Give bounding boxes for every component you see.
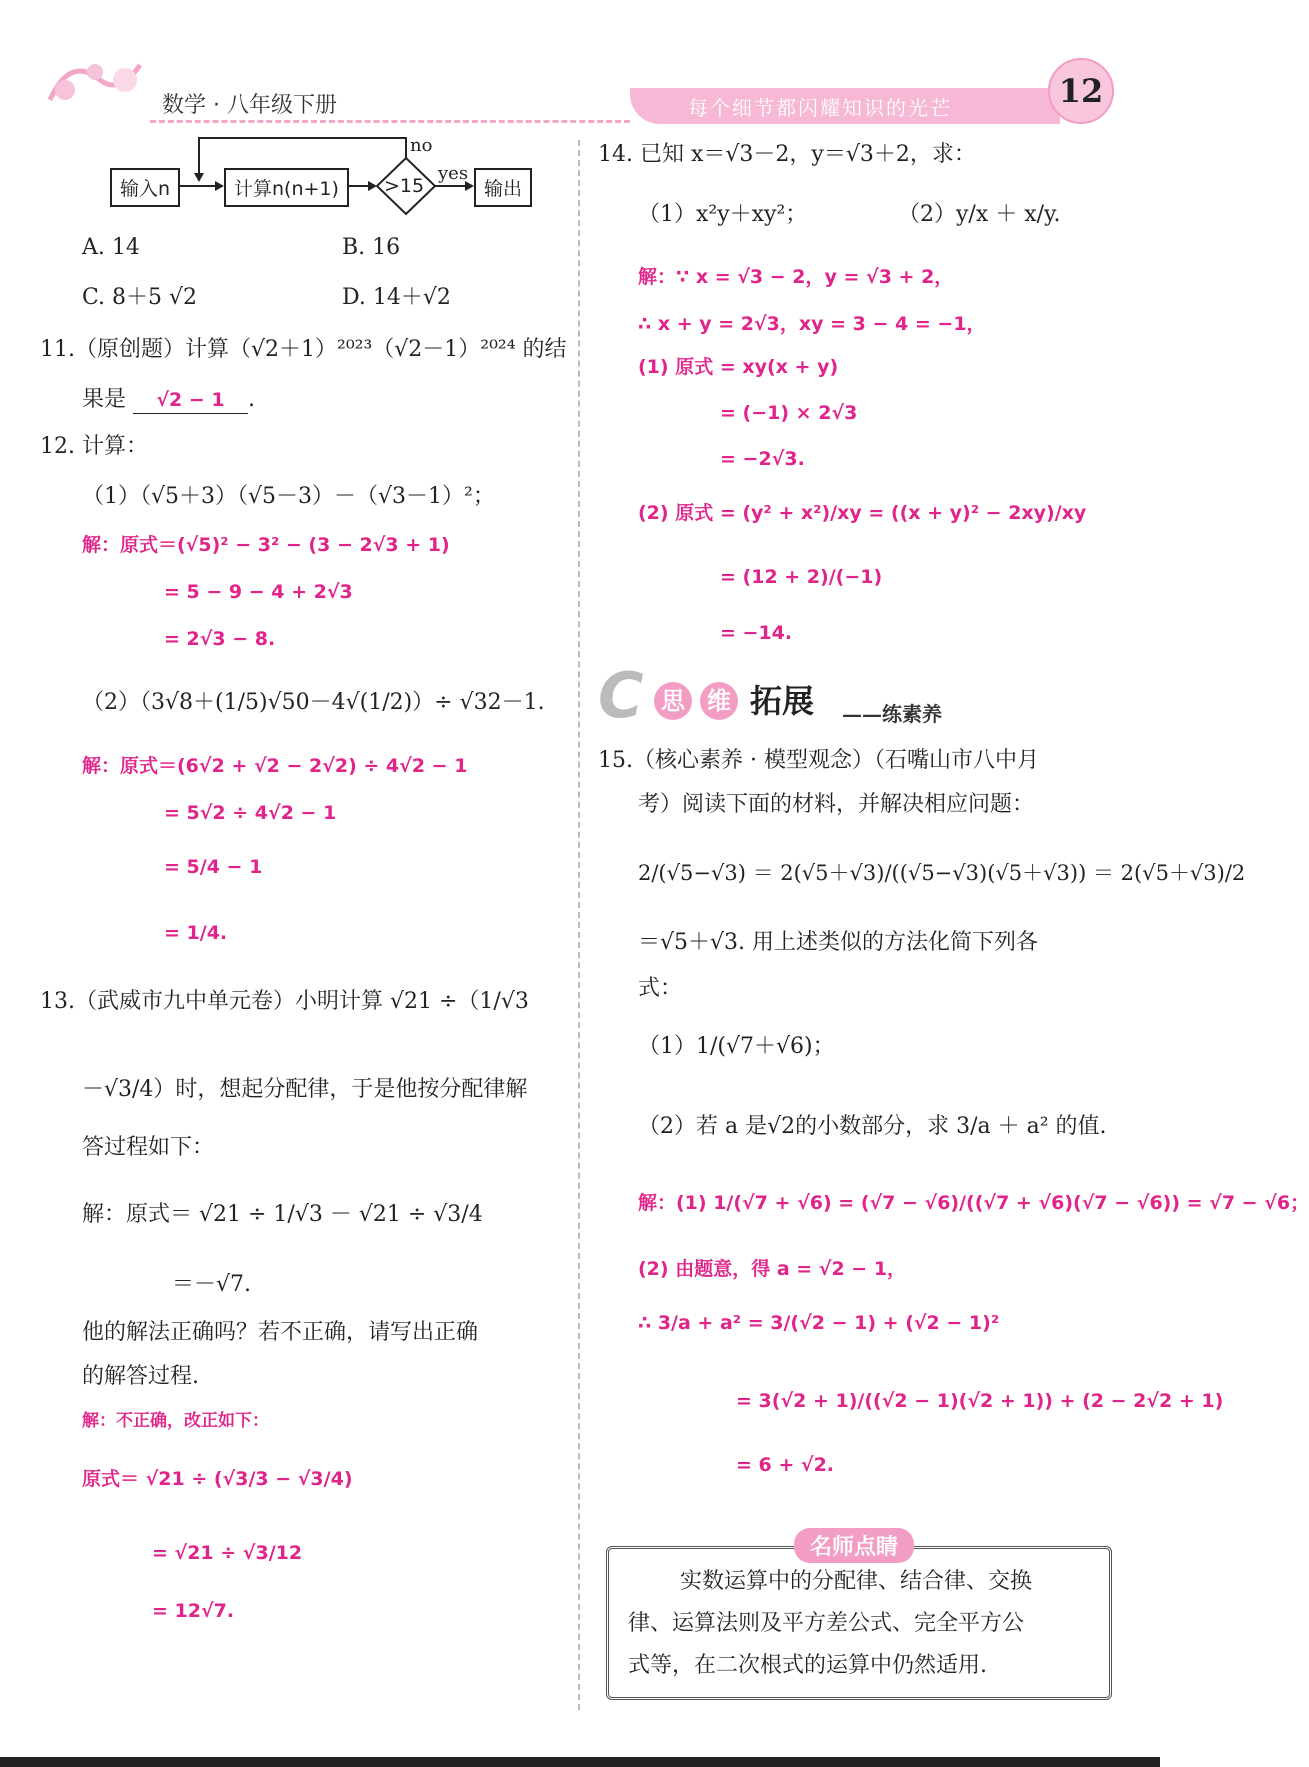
flow-no-label: no <box>410 135 433 156</box>
q12-sol1-line3: = 2√3 − 8. <box>164 628 276 650</box>
q11-stem2: 果是 <box>82 387 127 412</box>
column-divider <box>578 140 580 1710</box>
q13-line1: 13.（武威市九中单元卷）小明计算 √21 ÷（1/√3 <box>40 989 529 1014</box>
flow-input-box: 输入n <box>110 168 180 207</box>
q14-stem: 14. 已知 x＝√3－2，y＝√3＋2，求： <box>598 142 976 167</box>
q14-sol-line3: (1) 原式 = xy(x + y) <box>638 356 839 378</box>
page-number: 12 <box>1048 58 1114 124</box>
flow-output-box: 输出 <box>474 168 532 207</box>
flow-compute-box: 计算n(n+1) <box>224 168 349 207</box>
flow-condition: >15 <box>384 175 425 197</box>
q14-sol-line5: = −2√3. <box>720 448 805 470</box>
q12-stem: 12. 计算： <box>40 434 148 459</box>
section-header <box>598 659 998 732</box>
book-title: 数学 · 八年级下册 <box>162 93 337 118</box>
header-dashes <box>150 120 630 123</box>
q12-part1: （1）（√5＋3）（√5－3）－（√3－1）²； <box>82 484 495 509</box>
q11-stem: 11.（原创题）计算（√2＋1）²⁰²³（√2－1）²⁰²⁴ 的结 <box>40 337 567 362</box>
q14-sol-line6: (2) 原式 = (y² + x²)/xy = ((x + y)² − 2xy)/xy <box>638 502 1087 524</box>
q15-line4: ＝√5＋√3. 用上述类似的方法化简下列各 <box>638 930 1039 955</box>
q12-sol2-line2: = 5√2 ÷ 4√2 − 1 <box>164 802 337 824</box>
q12-part2: （2）（3√8＋(1/5)√50－4√(1/2)）÷ √32－1. <box>82 690 545 715</box>
section-letter: C <box>598 659 644 732</box>
section-char-1: 思 <box>654 682 692 720</box>
q14-part1: （1）x²y＋xy²； <box>638 202 808 227</box>
q13-line5: ＝－√7. <box>172 1272 252 1297</box>
header-slogan: 每个细节都闪耀知识的光芒 <box>688 96 952 120</box>
option-c: C. 8＋5 √2 <box>82 285 198 310</box>
tip-title: 名师点睛 <box>794 1528 914 1563</box>
q14-sol-line2: ∴ x + y = 2√3，xy = 3 − 4 = −1， <box>638 313 986 335</box>
section-char-2: 维 <box>700 682 738 720</box>
header-flourish <box>40 50 150 120</box>
q15-line5: 式： <box>638 976 683 1001</box>
q11-end: . <box>248 387 256 412</box>
flow-yes-label: yes <box>438 163 469 184</box>
q13-line7: 的解答过程. <box>82 1364 199 1389</box>
flow-chart <box>110 135 540 215</box>
q12-sol2-line4: = 1/4. <box>164 922 228 944</box>
bottom-bar <box>0 1757 1160 1767</box>
q15-line3: 2/(√5−√3) ＝ 2(√5＋√3)/((√5−√3)(√5＋√3)) ＝ 2(√5＋√3)/2 <box>638 861 1246 885</box>
tip-line2: 律、运算法则及平方差公式、完全平方公 <box>628 1611 1025 1636</box>
q12-sol2-line1: 解：原式＝(6√2 + √2 − 2√2) ÷ 4√2 − 1 <box>82 755 468 777</box>
q15-line2: 考）阅读下面的材料，并解决相应问题： <box>638 792 1035 817</box>
q12-sol1-line2: = 5 − 9 − 4 + 2√3 <box>164 581 353 603</box>
q13-line4: 解：原式＝ √21 ÷ 1/√3 － √21 ÷ √3/4 <box>82 1202 483 1227</box>
q11-answer: √2 − 1 <box>133 387 248 414</box>
q14-sol-line7: = (12 + 2)/(−1) <box>720 566 883 588</box>
q11-answer-line <box>82 385 255 415</box>
q13-line6: 他的解法正确吗？若不正确，请写出正确 <box>82 1320 479 1345</box>
q15-line1: 15.（核心素养 · 模型观念）（石嘴山市八中月 <box>598 748 1039 773</box>
q14-part2: （2）y/x ＋ x/y. <box>898 202 1061 227</box>
tip-line1: 实数运算中的分配律、结合律、交换 <box>680 1569 1033 1594</box>
q13-sol-line3: = √21 ÷ √3/12 <box>152 1542 303 1564</box>
q12-sol2-line3: = 5/4 − 1 <box>164 856 263 878</box>
q13-line2: －√3/4）时，想起分配律，于是他按分配律解 <box>82 1077 528 1102</box>
q15-sol-line2: (2) 由题意，得 a = √2 − 1， <box>638 1258 907 1280</box>
tip-line3: 式等，在二次根式的运算中仍然适用. <box>628 1653 987 1678</box>
option-a: A. 14 <box>82 235 140 260</box>
section-subtitle: ——练素养 <box>842 702 942 726</box>
q13-sol-line4: = 12√7. <box>152 1600 235 1622</box>
q14-sol-line8: = −14. <box>720 622 793 644</box>
q13-line3: 答过程如下： <box>82 1135 215 1160</box>
q15-part2: （2）若 a 是√2的小数部分，求 3/a ＋ a² 的值. <box>638 1114 1107 1139</box>
option-d: D. 14＋√2 <box>342 285 451 310</box>
q13-sol-line2: 原式＝ √21 ÷ (√3/3 − √3/4) <box>82 1468 353 1490</box>
q15-part1: （1）1/(√7＋√6)； <box>638 1034 835 1059</box>
q15-sol-line5: = 6 + √2. <box>736 1454 835 1476</box>
section-name: 拓展 <box>750 682 815 720</box>
q15-sol-line3: ∴ 3/a + a² = 3/(√2 − 1) + (√2 − 1)² <box>638 1312 1000 1334</box>
q13-sol-line1: 解：不正确，改正如下： <box>82 1411 269 1431</box>
q15-sol-line1: 解：(1) 1/(√7 + √6) = (√7 − √6)/((√7 + √6)(√7 − √6)) = √7 − √6； <box>638 1192 1309 1214</box>
q12-sol1-line1: 解：原式＝(√5)² − 3² − (3 − 2√3 + 1) <box>82 534 450 556</box>
q15-sol-line4: = 3(√2 + 1)/((√2 − 1)(√2 + 1)) + (2 − 2√2 + 1) <box>736 1390 1224 1412</box>
option-b: B. 16 <box>342 235 401 260</box>
q14-sol-line4: = (−1) × 2√3 <box>720 402 858 424</box>
q14-sol-line1: 解：∵ x = √3 − 2，y = √3 + 2， <box>638 266 954 288</box>
